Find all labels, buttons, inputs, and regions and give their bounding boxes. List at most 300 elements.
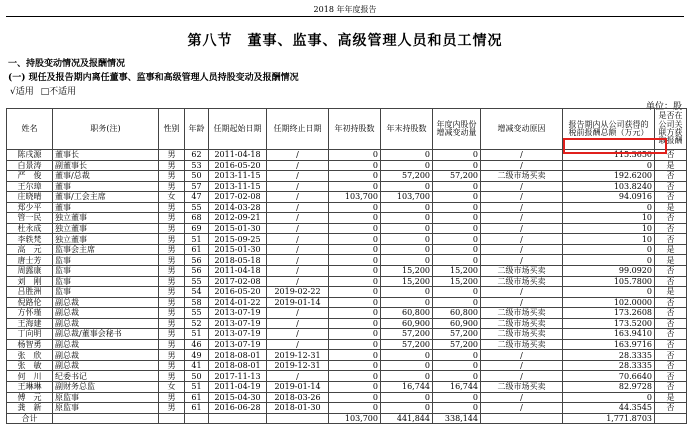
table-cell: 0 bbox=[433, 371, 481, 382]
table-cell: 男 bbox=[159, 392, 185, 403]
table-cell: 2011-04-19 bbox=[209, 382, 267, 393]
table-cell: 103,700 bbox=[381, 192, 433, 203]
check-not-applicable: □不适用 bbox=[40, 87, 77, 97]
table-cell: 男 bbox=[159, 371, 185, 382]
table-cell: 否 bbox=[655, 339, 687, 350]
table-cell: 2019-02-22 bbox=[267, 287, 329, 298]
table-cell: 10 bbox=[563, 223, 655, 234]
table-cell: 2019-12-31 bbox=[267, 350, 329, 361]
table-cell: 2015-01-30 bbox=[209, 223, 267, 234]
page-header: 2018 年年度报告 bbox=[313, 5, 377, 14]
highlight-box bbox=[563, 138, 667, 154]
table-cell: 102.0000 bbox=[563, 297, 655, 308]
table-cell: 杜永成 bbox=[7, 223, 53, 234]
table-cell: / bbox=[267, 255, 329, 266]
table-cell: 男 bbox=[159, 160, 185, 171]
table-cell: 白景涛 bbox=[7, 160, 53, 171]
section-title: 第八节 董事、监事、高级管理人员和员工情况 bbox=[187, 33, 503, 49]
table-cell: 0 bbox=[381, 223, 433, 234]
table-cell: 57,200 bbox=[433, 171, 481, 182]
table-cell: 0 bbox=[381, 160, 433, 171]
table-cell: 338,144 bbox=[433, 413, 481, 424]
table-cell: 192.6200 bbox=[563, 171, 655, 182]
table-cell: 2013-07-19 bbox=[209, 308, 267, 319]
table-cell: 陈戌源 bbox=[7, 150, 53, 161]
table-cell: / bbox=[481, 360, 563, 371]
table-cell: 周露康 bbox=[7, 266, 53, 277]
table-row bbox=[7, 223, 687, 234]
table-cell: 82.9728 bbox=[563, 382, 655, 393]
table-cell: 独立董事 bbox=[53, 234, 159, 245]
table-cell: 0 bbox=[329, 213, 381, 224]
table-cell: / bbox=[481, 350, 563, 361]
table-cell: 0 bbox=[329, 371, 381, 382]
table-cell: 男 bbox=[159, 360, 185, 371]
table-cell: / bbox=[481, 244, 563, 255]
column-header: 是否在公司关联方获取报酬 bbox=[655, 109, 687, 150]
table-cell: / bbox=[481, 287, 563, 298]
table-cell: 51 bbox=[185, 382, 209, 393]
table-cell: 0 bbox=[381, 202, 433, 213]
table-cell: 0 bbox=[381, 234, 433, 245]
table-cell: 0 bbox=[433, 297, 481, 308]
table-cell bbox=[481, 413, 563, 424]
table-row bbox=[7, 244, 687, 255]
table-cell: 57,200 bbox=[381, 329, 433, 340]
table-cell: 0 bbox=[329, 403, 381, 414]
table-cell: 0 bbox=[329, 382, 381, 393]
table-cell: 57,200 bbox=[433, 339, 481, 350]
table-cell: 二级市场买卖 bbox=[481, 339, 563, 350]
table-cell: 0 bbox=[433, 360, 481, 371]
table-cell: 男 bbox=[159, 403, 185, 414]
table-cell: 103,700 bbox=[329, 413, 381, 424]
table-cell: 何 川 bbox=[7, 371, 53, 382]
table-cell: / bbox=[481, 160, 563, 171]
table-cell: 0 bbox=[433, 244, 481, 255]
column-header: 任期起始日期 bbox=[209, 109, 267, 150]
table-row bbox=[7, 371, 687, 382]
table-cell: 0 bbox=[329, 308, 381, 319]
table-cell: 41 bbox=[185, 360, 209, 371]
applicability-checks bbox=[10, 84, 76, 97]
table-cell: 0 bbox=[433, 287, 481, 298]
table-row bbox=[7, 339, 687, 350]
table-cell: 是 bbox=[655, 287, 687, 298]
column-header: 姓名 bbox=[7, 109, 53, 150]
table-cell: 王尔璋 bbox=[7, 181, 53, 192]
table-cell: 否 bbox=[655, 318, 687, 329]
table-row bbox=[7, 171, 687, 182]
table-cell: / bbox=[267, 318, 329, 329]
table-cell: 2011-04-18 bbox=[209, 266, 267, 277]
table-cell: 王海建 bbox=[7, 318, 53, 329]
column-header: 任期终止日期 bbox=[267, 109, 329, 150]
table-cell: 52 bbox=[185, 318, 209, 329]
table-cell: 监事 bbox=[53, 287, 159, 298]
table-cell: 是 bbox=[655, 392, 687, 403]
table-cell: 2015-09-25 bbox=[209, 234, 267, 245]
table-cell: 0 bbox=[329, 350, 381, 361]
table-cell: 2013-07-19 bbox=[209, 318, 267, 329]
heading-2: (一) 现任及报告期内离任董事、监事和高级管理人员持股变动及报酬情况 bbox=[8, 73, 299, 83]
table-cell bbox=[267, 413, 329, 424]
table-cell: 0 bbox=[381, 392, 433, 403]
shareholding-table bbox=[6, 108, 687, 424]
table-cell: 男 bbox=[159, 202, 185, 213]
table-cell: / bbox=[267, 234, 329, 245]
table-cell: 0 bbox=[381, 360, 433, 371]
table-cell: 0 bbox=[563, 255, 655, 266]
column-header: 年龄 bbox=[185, 109, 209, 150]
table-cell: 61 bbox=[185, 244, 209, 255]
table-cell: / bbox=[267, 181, 329, 192]
table-cell: 0 bbox=[329, 318, 381, 329]
table-cell: 15,200 bbox=[433, 276, 481, 287]
table-cell: 0 bbox=[563, 287, 655, 298]
table-cell: 105.7800 bbox=[563, 276, 655, 287]
table-cell: 2013-07-19 bbox=[209, 329, 267, 340]
table-cell: 0 bbox=[433, 255, 481, 266]
table-row bbox=[7, 382, 687, 393]
table-cell: 60,900 bbox=[433, 318, 481, 329]
table-cell: 男 bbox=[159, 297, 185, 308]
table-cell: / bbox=[481, 223, 563, 234]
table-cell: / bbox=[481, 403, 563, 414]
table-cell: 张 欣 bbox=[7, 350, 53, 361]
table-cell: 0 bbox=[563, 392, 655, 403]
table-cell: 173.2608 bbox=[563, 308, 655, 319]
table-cell: 441,844 bbox=[381, 413, 433, 424]
table-cell: / bbox=[267, 308, 329, 319]
table-row bbox=[7, 297, 687, 308]
table-cell: 0 bbox=[329, 255, 381, 266]
table-cell: 独立董事 bbox=[53, 213, 159, 224]
table-cell: 董事/总裁 bbox=[53, 171, 159, 182]
table-cell: 56 bbox=[185, 255, 209, 266]
table-cell: 61 bbox=[185, 392, 209, 403]
table-cell: 94.0916 bbox=[563, 192, 655, 203]
table-cell: 郑少平 bbox=[7, 202, 53, 213]
table-cell: / bbox=[267, 150, 329, 161]
table-cell: 男 bbox=[159, 287, 185, 298]
table-cell: 0 bbox=[329, 234, 381, 245]
table-cell: 副总裁 bbox=[53, 360, 159, 371]
table-cell: 副总裁 bbox=[53, 339, 159, 350]
table-cell: 0 bbox=[433, 150, 481, 161]
table-cell: 115.3650 bbox=[563, 150, 655, 161]
table-cell: 0 bbox=[329, 160, 381, 171]
table-cell: 47 bbox=[185, 192, 209, 203]
table-cell: 董事 bbox=[53, 202, 159, 213]
table-cell: 是 bbox=[655, 202, 687, 213]
table-cell: 否 bbox=[655, 192, 687, 203]
table-row bbox=[7, 392, 687, 403]
table-cell: 0 bbox=[381, 255, 433, 266]
table-cell: 男 bbox=[159, 318, 185, 329]
table-cell: 李轶梵 bbox=[7, 234, 53, 245]
table-cell: 44.3545 bbox=[563, 403, 655, 414]
table-cell: 男 bbox=[159, 244, 185, 255]
table-cell: 否 bbox=[655, 276, 687, 287]
table-cell: 2019-12-31 bbox=[267, 360, 329, 371]
column-header: 职务(注) bbox=[53, 109, 159, 150]
table-cell: 0 bbox=[433, 234, 481, 245]
table-cell: 倪路伦 bbox=[7, 297, 53, 308]
table-cell: 副总裁 bbox=[53, 318, 159, 329]
table-cell: 男 bbox=[159, 213, 185, 224]
table-cell: 男 bbox=[159, 255, 185, 266]
table-cell: 28.3335 bbox=[563, 360, 655, 371]
table-cell: 杨智勇 bbox=[7, 339, 53, 350]
table-cell: 60,800 bbox=[433, 308, 481, 319]
table-cell: 0 bbox=[433, 202, 481, 213]
table-cell: 0 bbox=[381, 244, 433, 255]
table-cell: 刘 刚 bbox=[7, 276, 53, 287]
table-cell: 55 bbox=[185, 276, 209, 287]
table-cell: 二级市场买卖 bbox=[481, 266, 563, 277]
table-cell: / bbox=[481, 192, 563, 203]
table-cell: 男 bbox=[159, 350, 185, 361]
table-cell: 男 bbox=[159, 181, 185, 192]
table-cell: 唐士芳 bbox=[7, 255, 53, 266]
table-row bbox=[7, 202, 687, 213]
table-cell: 吕胜洲 bbox=[7, 287, 53, 298]
table-cell: 丁向明 bbox=[7, 329, 53, 340]
table-cell: 0 bbox=[381, 287, 433, 298]
table-cell: 50 bbox=[185, 371, 209, 382]
table-cell: 61 bbox=[185, 403, 209, 414]
table-cell: 10 bbox=[563, 213, 655, 224]
table-cell: 副财务总监 bbox=[53, 382, 159, 393]
table-cell: 2018-08-01 bbox=[209, 350, 267, 361]
table-cell: / bbox=[481, 150, 563, 161]
table-cell: 51 bbox=[185, 234, 209, 245]
table-cell: 0 bbox=[329, 202, 381, 213]
table-cell: 62 bbox=[185, 150, 209, 161]
table-cell: 15,200 bbox=[381, 276, 433, 287]
table-cell: 监事 bbox=[53, 266, 159, 277]
table-cell: 60,800 bbox=[381, 308, 433, 319]
table-cell: 庄晓晴 bbox=[7, 192, 53, 203]
table-row bbox=[7, 403, 687, 414]
table-cell: 是 bbox=[655, 160, 687, 171]
table-cell: 董事/工会主席 bbox=[53, 192, 159, 203]
table-cell: 0 bbox=[433, 403, 481, 414]
table-cell: 60,900 bbox=[381, 318, 433, 329]
table-cell: 2019-01-14 bbox=[267, 297, 329, 308]
table-row bbox=[7, 276, 687, 287]
table-cell: 15,200 bbox=[433, 266, 481, 277]
table-cell: / bbox=[267, 329, 329, 340]
table-cell: 103.8240 bbox=[563, 181, 655, 192]
table-cell: 否 bbox=[655, 360, 687, 371]
table-cell: 2015-04-30 bbox=[209, 392, 267, 403]
table-row bbox=[7, 413, 687, 424]
table-cell: / bbox=[267, 192, 329, 203]
table-cell: 副董事长 bbox=[53, 160, 159, 171]
table-cell: / bbox=[481, 392, 563, 403]
table-cell: 2018-03-26 bbox=[267, 392, 329, 403]
table-cell: 0 bbox=[329, 329, 381, 340]
table-cell: 否 bbox=[655, 171, 687, 182]
table-cell: 原监事 bbox=[53, 403, 159, 414]
table-cell: 龚 新 bbox=[7, 403, 53, 414]
table-cell: 0 bbox=[433, 392, 481, 403]
table-row bbox=[7, 255, 687, 266]
table-cell: 二级市场买卖 bbox=[481, 329, 563, 340]
table-cell: 0 bbox=[563, 244, 655, 255]
table-cell: 0 bbox=[329, 339, 381, 350]
table-cell: 方怀瑾 bbox=[7, 308, 53, 319]
table-cell: 傅 元 bbox=[7, 392, 53, 403]
table-row bbox=[7, 318, 687, 329]
table-cell: 56 bbox=[185, 266, 209, 277]
table-cell: 管一民 bbox=[7, 213, 53, 224]
table-cell: 男 bbox=[159, 339, 185, 350]
table-cell: 49 bbox=[185, 350, 209, 361]
table-cell: 0 bbox=[433, 213, 481, 224]
table-cell bbox=[53, 413, 159, 424]
table-row bbox=[7, 234, 687, 245]
table-cell: 原监事 bbox=[53, 392, 159, 403]
table-cell: 0 bbox=[329, 276, 381, 287]
table-cell bbox=[655, 413, 687, 424]
table-cell: 2017-02-08 bbox=[209, 276, 267, 287]
table-cell: / bbox=[481, 297, 563, 308]
table-cell: 2013-11-15 bbox=[209, 171, 267, 182]
table-cell: 男 bbox=[159, 171, 185, 182]
table-cell: 0 bbox=[563, 160, 655, 171]
table-cell: 16,744 bbox=[433, 382, 481, 393]
table-cell: / bbox=[267, 171, 329, 182]
table-cell: 0 bbox=[433, 350, 481, 361]
table-cell: 否 bbox=[655, 213, 687, 224]
table-cell: 男 bbox=[159, 308, 185, 319]
table-cell: 2019-01-14 bbox=[267, 382, 329, 393]
table-cell: 董事长 bbox=[53, 150, 159, 161]
table-cell: 否 bbox=[655, 350, 687, 361]
table-cell: 0 bbox=[329, 392, 381, 403]
table-cell: 0 bbox=[381, 213, 433, 224]
table-cell: 2013-07-19 bbox=[209, 339, 267, 350]
table-cell: 0 bbox=[563, 202, 655, 213]
table-cell: 二级市场买卖 bbox=[481, 308, 563, 319]
column-header: 年初持股数 bbox=[329, 109, 381, 150]
table-cell: 否 bbox=[655, 150, 687, 161]
table-cell: / bbox=[267, 244, 329, 255]
table-cell: 男 bbox=[159, 329, 185, 340]
table-cell: 2017-11-13 bbox=[209, 371, 267, 382]
table-cell: 二级市场买卖 bbox=[481, 318, 563, 329]
table-cell: 55 bbox=[185, 202, 209, 213]
table-cell: 0 bbox=[381, 181, 433, 192]
table-cell: 15,200 bbox=[381, 266, 433, 277]
table-row bbox=[7, 192, 687, 203]
table-cell: 0 bbox=[329, 150, 381, 161]
column-header: 年度内股份增减变动量 bbox=[433, 109, 481, 150]
table-cell: 否 bbox=[655, 403, 687, 414]
table-cell: 46 bbox=[185, 339, 209, 350]
table-cell: 57,200 bbox=[381, 339, 433, 350]
table-cell: 0 bbox=[381, 150, 433, 161]
table-cell: 54 bbox=[185, 287, 209, 298]
table-row bbox=[7, 160, 687, 171]
table-cell: 68 bbox=[185, 213, 209, 224]
table-cell: 否 bbox=[655, 234, 687, 245]
table-cell: 69 bbox=[185, 223, 209, 234]
table-cell: 51 bbox=[185, 329, 209, 340]
table-cell: 董事 bbox=[53, 181, 159, 192]
table-cell: 2016-06-28 bbox=[209, 403, 267, 414]
table-cell: / bbox=[481, 213, 563, 224]
table-cell: 50 bbox=[185, 171, 209, 182]
table-cell: 99.0920 bbox=[563, 266, 655, 277]
column-header: 年末持股数 bbox=[381, 109, 433, 150]
check-applicable: √适用 bbox=[10, 87, 34, 97]
table-cell: 否 bbox=[655, 181, 687, 192]
table-cell: 合计 bbox=[7, 413, 53, 424]
table-row bbox=[7, 181, 687, 192]
table-cell: 2018-05-18 bbox=[209, 255, 267, 266]
table-cell: 70.6640 bbox=[563, 371, 655, 382]
table-cell: 监事 bbox=[53, 255, 159, 266]
table-cell: 0 bbox=[329, 171, 381, 182]
table-cell: 否 bbox=[655, 266, 687, 277]
table-row bbox=[7, 350, 687, 361]
table-cell: 10 bbox=[563, 234, 655, 245]
table-cell: / bbox=[267, 276, 329, 287]
table-cell: 0 bbox=[329, 244, 381, 255]
table-cell: / bbox=[481, 255, 563, 266]
table-cell bbox=[159, 413, 185, 424]
table-cell: 男 bbox=[159, 266, 185, 277]
table-row bbox=[7, 213, 687, 224]
table-cell: 0 bbox=[433, 181, 481, 192]
table-cell: 0 bbox=[433, 192, 481, 203]
table-cell: 0 bbox=[381, 403, 433, 414]
table-cell: 2011-04-18 bbox=[209, 150, 267, 161]
table-cell: 173.5200 bbox=[563, 318, 655, 329]
table-cell: 否 bbox=[655, 371, 687, 382]
table-cell: 28.3335 bbox=[563, 350, 655, 361]
table-cell: / bbox=[267, 266, 329, 277]
table-row bbox=[7, 266, 687, 277]
table-cell: 0 bbox=[329, 360, 381, 371]
table-cell: 57 bbox=[185, 181, 209, 192]
table-cell: 男 bbox=[159, 223, 185, 234]
table-cell: 0 bbox=[329, 266, 381, 277]
table-cell: 53 bbox=[185, 160, 209, 171]
table-cell: 监事 bbox=[53, 276, 159, 287]
table-cell: 0 bbox=[329, 297, 381, 308]
column-header: 性别 bbox=[159, 109, 185, 150]
table-row bbox=[7, 308, 687, 319]
table-row bbox=[7, 360, 687, 371]
table-cell: 副总裁 bbox=[53, 297, 159, 308]
table-cell: 男 bbox=[159, 276, 185, 287]
table-cell: 否 bbox=[655, 382, 687, 393]
table-cell: / bbox=[481, 371, 563, 382]
table-cell: 0 bbox=[329, 223, 381, 234]
table-cell: 二级市场买卖 bbox=[481, 171, 563, 182]
table-cell: 2016-05-20 bbox=[209, 287, 267, 298]
table-cell: 男 bbox=[159, 234, 185, 245]
table-cell: / bbox=[481, 234, 563, 245]
column-header: 增减变动原因 bbox=[481, 109, 563, 150]
table-cell bbox=[185, 413, 209, 424]
table-cell: 二级市场买卖 bbox=[481, 276, 563, 287]
